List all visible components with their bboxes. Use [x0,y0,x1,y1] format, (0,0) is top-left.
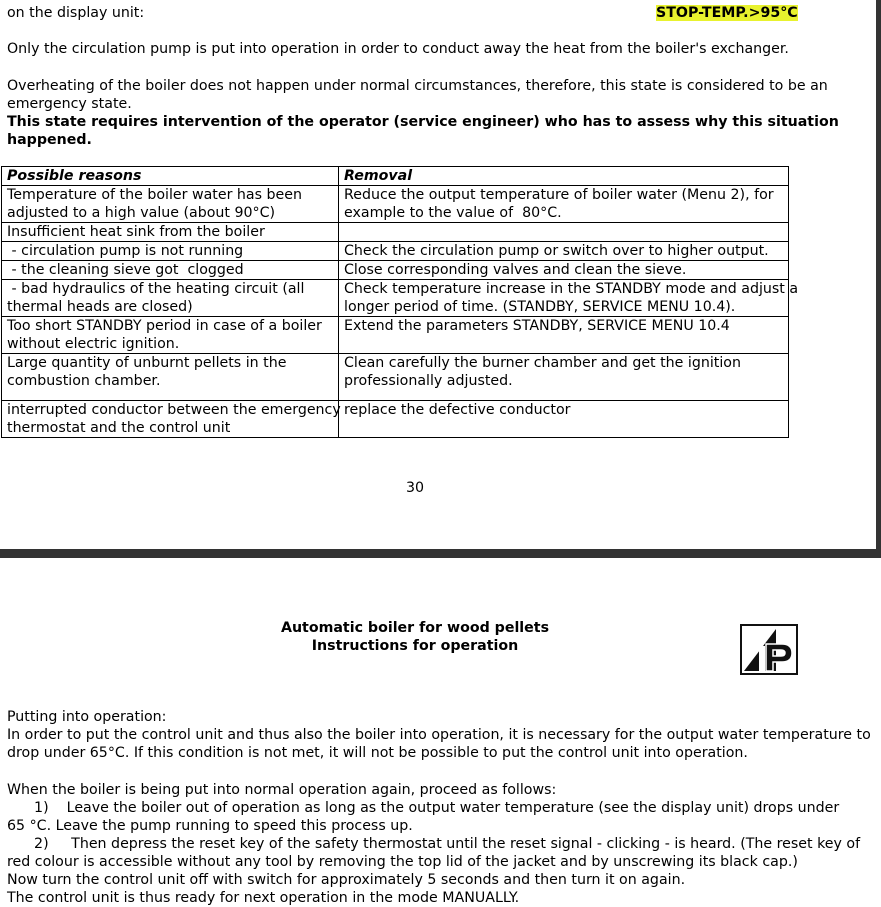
stop-temp-indicator [656,4,798,22]
warning-line-2: happened. [7,132,92,148]
reason-cell [2,354,339,401]
display-unit-line: on the display unit: [7,5,145,21]
reason-cell [2,223,339,242]
stop-temp-text: STOP-TEMP.>95°C [656,5,798,21]
reason-cell [2,186,339,223]
removal-cell [339,186,789,223]
page-number: 30 [405,480,425,496]
table-body [2,186,799,438]
body-line-9: Now turn the control unit off with switch for approximately 5 seconds and then turn it on again. [7,872,686,888]
table-row [2,186,789,223]
removal-line: Clean carefully the burner chamber and get the ignition [344,355,741,371]
removal-cell [339,223,789,242]
reason-line: - circulation pump is not running [7,243,244,259]
removal-line: Extend the parameters STANDBY, SERVICE MENU 10.4 [344,318,730,334]
header-subtitle: Instructions for operation [311,638,519,654]
reason-line: Insufficient heat sink from the boiler [7,224,265,240]
table-row [2,401,789,438]
troubleshooting-table [1,166,799,438]
reason-cell [2,401,339,438]
table-header-row [2,167,789,186]
removal-line: Check the circulation pump or switch over to higher output. [344,243,769,259]
reason-cell [2,280,339,317]
logo-mark-icon [742,626,796,673]
body-line-4: When the boiler is being put into normal operation again, proceed as follows: [7,782,557,798]
paragraph-overheating-2: emergency state. [7,96,132,112]
body-line-2: In order to put the control unit and thus also the boiler into operation, it is necessary for the output water temperature to [7,727,871,743]
step-1-line-1: 1) Leave the boiler out of operation as long as the output water temperature (see the display unit) drops under [7,800,840,816]
removal-line: Reduce the output temperature of boiler water (Menu 2), for [344,187,774,203]
reason-line: without electric ignition. [7,336,180,352]
putting-into-operation-heading: Putting into operation: [7,709,167,725]
warning-line-1: This state requires intervention of the operator (service engineer) who has to assess why this situation [7,114,839,130]
removal-cell [339,261,789,280]
reason-line: interrupted conductor between the emergency [7,402,341,418]
table-row [2,223,789,242]
removal-line: example to the value of 80°C. [344,205,562,221]
removal-line: professionally adjusted. [344,373,513,389]
body-line-10: The control unit is thus ready for next operation in the mode MANUALLY. [7,890,520,906]
reason-line: Temperature of the boiler water has been [7,187,302,203]
reason-line: Too short STANDBY period in case of a boiler [7,318,322,334]
removal-line [344,223,783,241]
table-row [2,354,789,401]
reason-line: - the cleaning sieve got clogged [7,262,244,278]
removal-line: Close corresponding valves and clean the sieve. [344,262,687,278]
removal-cell [339,354,789,401]
table-row [2,261,789,280]
removal-line: Check temperature increase in the STANDBY mode and adjust a [344,281,799,297]
step-2-line-1: 2) Then depress the reset key of the safety thermostat until the reset signal - clicking - is heard. (The reset key of [7,836,861,852]
reason-line: combustion chamber. [7,373,161,389]
reason-cell [2,242,339,261]
company-logo [740,624,798,675]
table-row [2,242,789,261]
step-2-line-2: red colour is accessible without any tool by removing the top lid of the jacket and by unscrewing its black cap.) [7,854,798,870]
reason-line: thermostat and the control unit [7,420,231,436]
reason-line: - bad hydraulics of the heating circuit (all [7,281,305,297]
table-row [2,280,789,317]
paragraph-circulation: Only the circulation pump is put into operation in order to conduct away the heat from the boiler's exchanger. [7,41,789,57]
removal-cell [339,401,789,438]
reason-cell [2,317,339,354]
page-edge [876,0,881,549]
removal-cell [339,317,789,354]
removal-line: longer period of time. (STANDBY, SERVICE MENU 10.4). [344,299,736,315]
body-line-3: drop under 65°C. If this condition is not met, it will not be possible to put the control unit into operation. [7,745,748,761]
reason-line: adjusted to a high value (about 90°C) [7,205,276,221]
removal-cell [339,280,799,317]
removal-cell [339,242,789,261]
removal-line: replace the defective conductor [344,402,571,418]
header-possible-reasons: Possible reasons [2,167,339,186]
paragraph-overheating-1: Overheating of the boiler does not happen under normal circumstances, therefore, this state is considered to be an [7,78,828,94]
table-row [2,317,789,354]
reason-cell [2,261,339,280]
reason-line: thermal heads are closed) [7,299,193,315]
header-title: Automatic boiler for wood pellets [280,620,550,636]
reason-line: Large quantity of unburnt pellets in the [7,355,287,371]
step-1-line-2: 65 °C. Leave the pump running to speed this process up. [7,818,413,834]
header-removal: Removal [339,167,789,186]
page-separator [0,549,881,558]
